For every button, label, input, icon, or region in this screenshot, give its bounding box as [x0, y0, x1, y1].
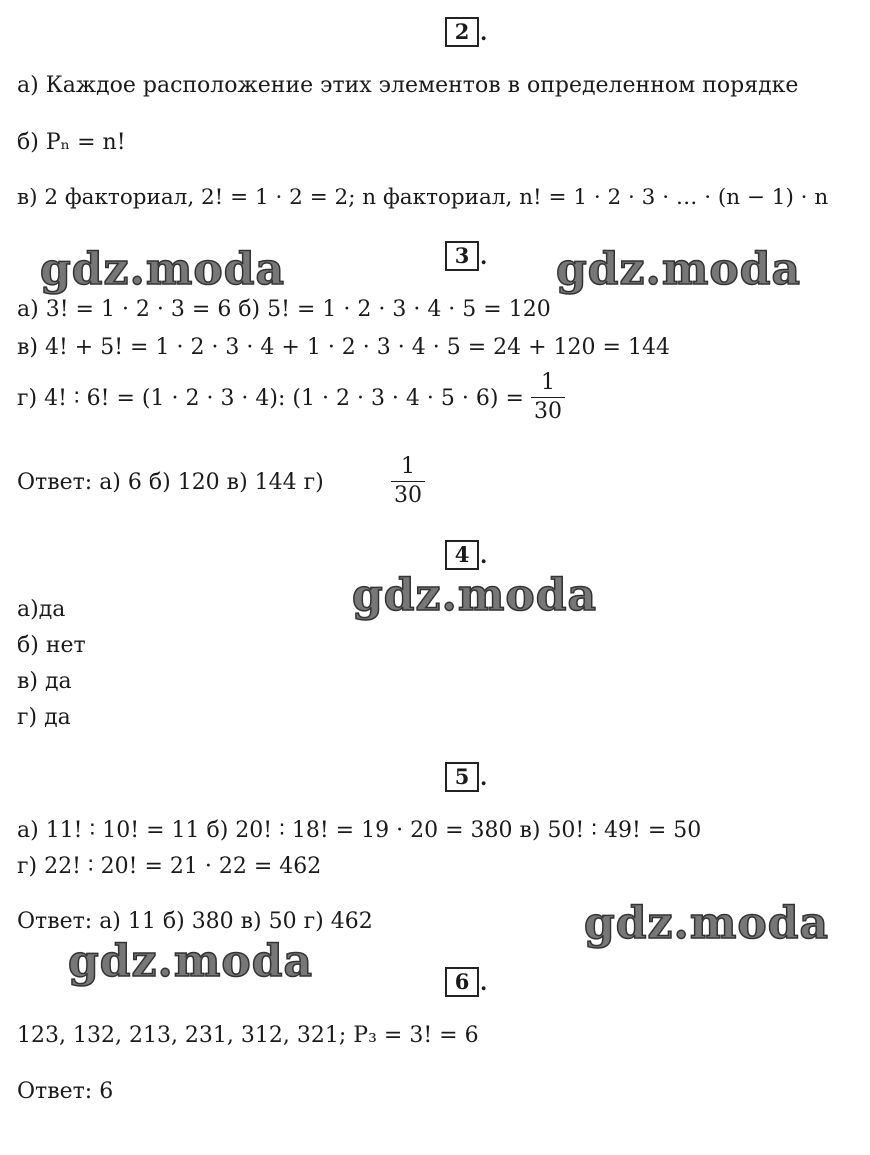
watermark-logo: gdz.moda — [40, 244, 286, 295]
s3-line-2: в) 4! + 5! = 1 · 2 · 3 · 4 + 1 · 2 · 3 · 4 · 5 = 24 + 120 = 144 — [17, 335, 670, 360]
s5-answer: Ответ: а) 11 б) 380 в) 50 г) 462 — [17, 909, 373, 934]
s6-line-1: 123, 132, 213, 231, 312, 321; P₃ = 3! = 6 — [17, 1023, 479, 1048]
s4-line-c: в) да — [17, 669, 72, 694]
section-number-6: 6 — [445, 967, 479, 997]
watermark-logo: gdz.moda — [556, 244, 802, 295]
fraction-bar — [391, 481, 425, 482]
watermark-logo: gdz.moda — [68, 936, 314, 987]
section-number-4: 4 — [445, 540, 479, 570]
s2-line-c: в) 2 факториал, 2! = 1 · 2 = 2; n факториал, n! = 1 · 2 · 3 · … · (n − 1) · n — [17, 185, 829, 210]
s4-line-b: б) нет — [17, 633, 86, 658]
s3-fraction — [531, 370, 565, 425]
fraction-numerator: 1 — [541, 370, 555, 395]
fraction-bar — [531, 397, 565, 398]
section-number-dot: . — [480, 765, 488, 790]
watermark-logo: gdz.moda — [352, 570, 598, 621]
section-number-3: 3 — [445, 241, 479, 271]
section-number-dot: . — [480, 20, 488, 45]
s3-answer-fraction — [391, 454, 425, 509]
watermark-logo: gdz.moda — [584, 898, 830, 949]
s2-line-a: а) Каждое расположение этих элементов в определенном порядке — [17, 73, 799, 98]
section-number-dot: . — [480, 970, 488, 995]
s5-line-2: г) 22! ∶ 20! = 21 · 22 = 462 — [17, 854, 322, 879]
fraction-denominator: 30 — [534, 399, 562, 424]
section-number-dot: . — [480, 543, 488, 568]
section-number-2: 2 — [445, 17, 479, 47]
s6-answer: Ответ: 6 — [17, 1079, 114, 1104]
section-number-5: 5 — [445, 762, 479, 792]
s3-answer: Ответ: а) 6 б) 120 в) 144 г) — [17, 470, 324, 495]
s3-line-1: а) 3! = 1 · 2 · 3 = 6 б) 5! = 1 · 2 · 3 · 4 · 5 = 120 — [17, 297, 551, 322]
fraction-denominator: 30 — [394, 483, 422, 508]
s4-line-d: г) да — [17, 705, 71, 730]
s4-line-a: а)да — [17, 597, 66, 622]
s2-line-b: б) Pₙ = n! — [17, 130, 126, 155]
fraction-numerator: 1 — [401, 454, 415, 479]
s5-line-1: а) 11! ∶ 10! = 11 б) 20! ∶ 18! = 19 · 20 = 380 в) 50! ∶ 49! = 50 — [17, 818, 702, 843]
section-number-dot: . — [480, 244, 488, 269]
s3-line-3: г) 4! ∶ 6! = (1 · 2 · 3 · 4): (1 · 2 · 3 · 4 · 5 · 6) = — [17, 386, 524, 411]
